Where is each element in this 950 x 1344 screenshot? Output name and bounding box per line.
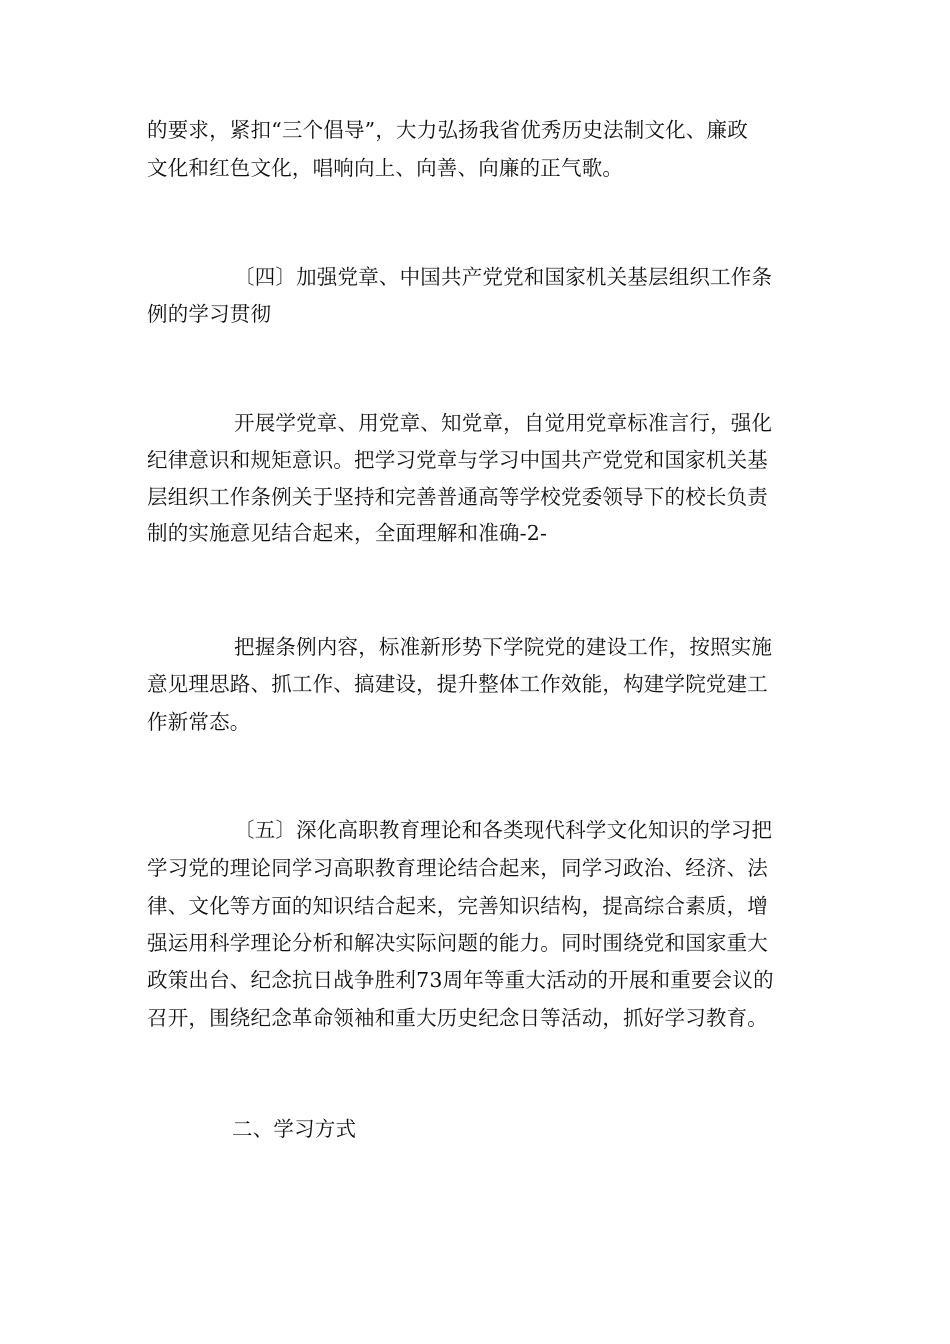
text-line: 律、文化等方面的知识结合起来，完善知识结构，提高综合素质，增 bbox=[147, 894, 768, 918]
text-line: 的要求，紧扣“三个倡导”，大力弘扬我省优秀历史法制文化、廉政 bbox=[147, 118, 748, 142]
text-line: 制的实施意见结合起来，全面理解和准确-2- bbox=[147, 521, 548, 545]
text-line: 把握条例内容，标准新形势下学院党的建设工作，按照实施 bbox=[234, 635, 773, 659]
text-line: 〔五〕深化高职教育理论和各类现代科学文化知识的学习把 bbox=[234, 818, 773, 842]
text-line: 作新常态。 bbox=[147, 710, 251, 734]
text-line: 例的学习贯彻 bbox=[147, 302, 272, 326]
text-line: 强运用科学理论分析和解决实际问题的能力。同时围绕党和国家重大 bbox=[147, 931, 768, 955]
text-line: 纪律意识和规矩意识。把学习党章与学习中国共产党党和国家机关基 bbox=[147, 448, 768, 472]
text-line: 文化和红色文化，唱响向上、向善、向廉的正气歌。 bbox=[147, 156, 624, 180]
text-line: 学习党的理论同学习高职教育理论结合起来，同学习政治、经济、法 bbox=[147, 856, 768, 880]
text-line: 意见理思路、抓工作、搞建设，提升整体工作效能，构建学院党建工 bbox=[147, 672, 768, 696]
text-line: 〔四〕加强党章、中国共产党党和国家机关基层组织工作条 bbox=[234, 265, 773, 289]
text-line: 二、学习方式 bbox=[232, 1117, 357, 1141]
text-line: 政策出台、纪念抗日战争胜利73周年等重大活动的开展和重要会议的 bbox=[147, 968, 774, 992]
text-line: 召开，围绕纪念革命领袖和重大历史纪念日等活动，抓好学习教育。 bbox=[147, 1006, 768, 1030]
text-line: 开展学党章、用党章、知党章，自觉用党章标准言行，强化 bbox=[234, 411, 773, 435]
text-line: 层组织工作条例关于坚持和完善普通高等学校党委领导下的校长负责 bbox=[147, 485, 768, 509]
